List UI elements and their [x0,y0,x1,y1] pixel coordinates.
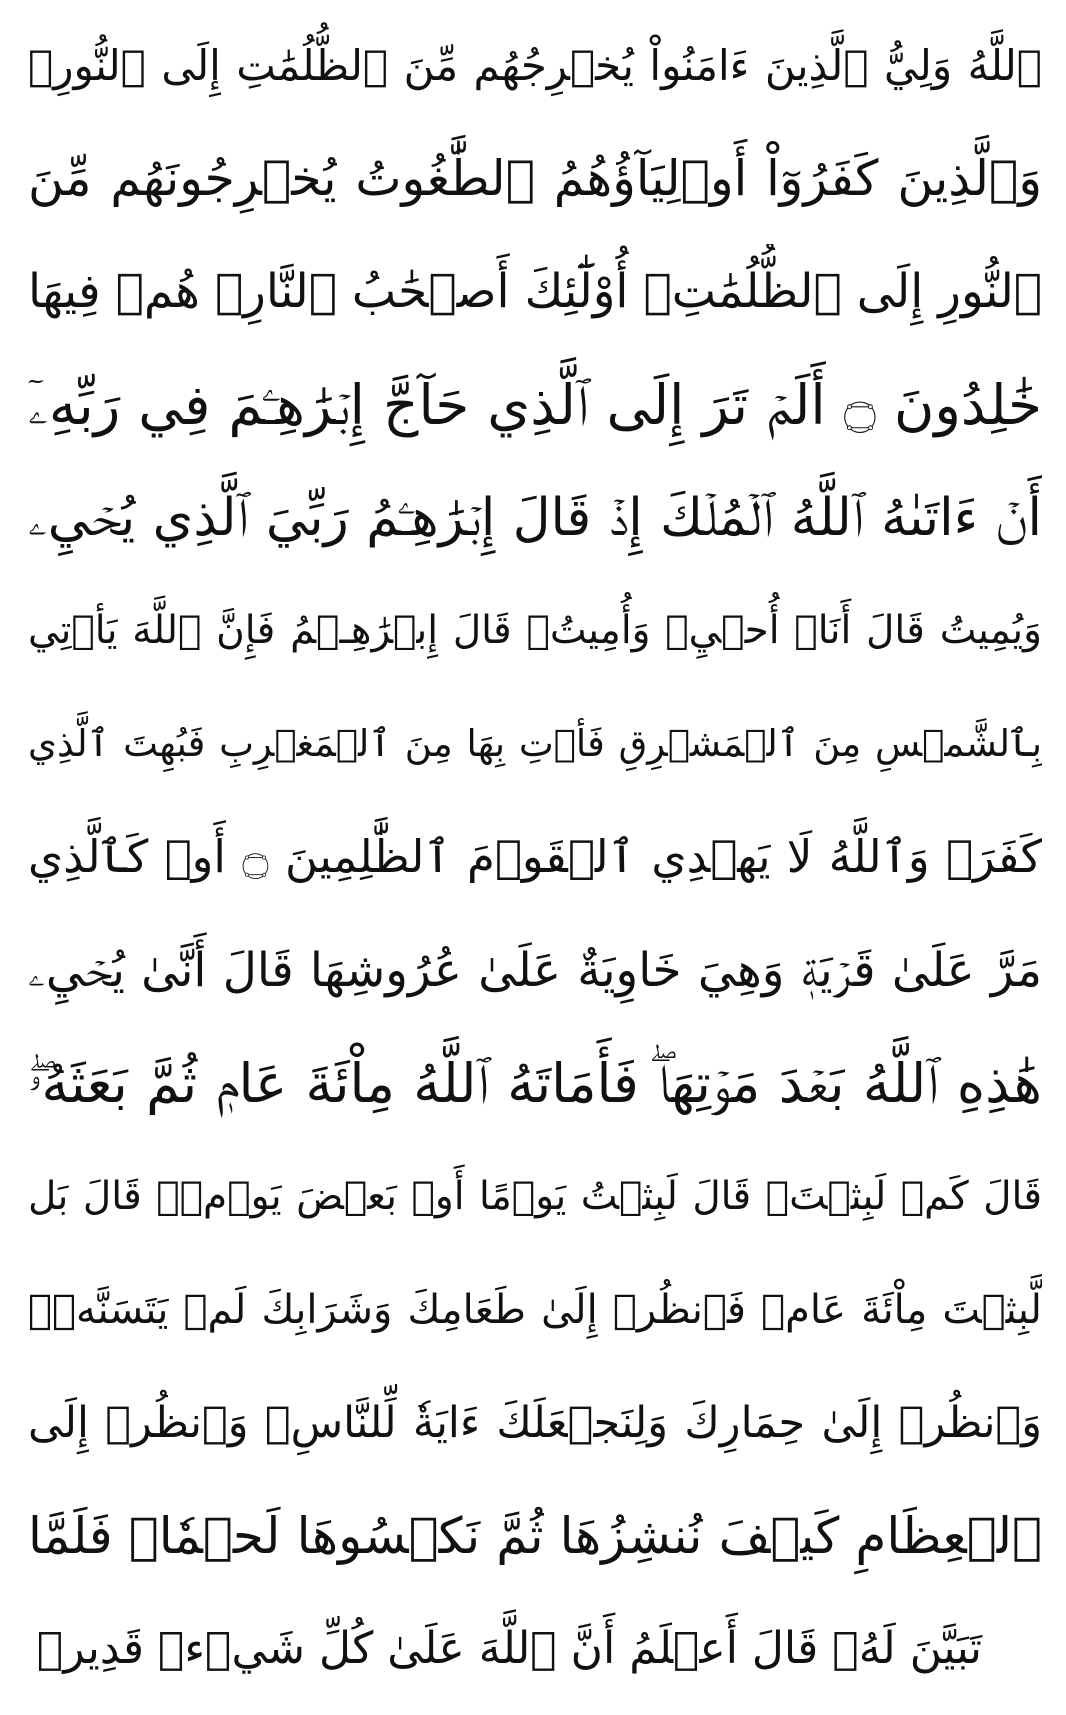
text-line-1: ٱللَّهُ وَلِيُّ ٱلَّذِينَ ءَامَنُواْ يُخۡرِجُهُم مِّنَ ٱلظُّلُمَٰتِ إِلَى ٱلنُّورِۖ [28,41,1042,90]
text-line-6: وَيُمِيتُ قَالَ أَنَا۠ أُحۡيِۦ وَأُمِيتُۖ قَالَ إِبۡرَٰهِـۧمُ فَإِنَّ ٱللَّهَ يَأۡتِي [28,608,1042,654]
text-line-11: قَالَ كَمۡ لَبِثۡتَۖ قَالَ لَبِثۡتُ يَوۡمًا أَوۡ بَعۡضَ يَوۡمٖۖ قَالَ بَل [28,1173,1042,1219]
text-line-3: ٱلنُّورِ إِلَى ٱلظُّلُمَٰتِۗ أُوْلَٰٓئِكَ أَصۡحَٰبُ ٱلنَّارِۖ هُمۡ فِيهَا [28,264,1042,320]
text-line-15: تَبَيَّنَ لَهُۥ قَالَ أَعۡلَمُ أَنَّ ٱللَّهَ عَلَىٰ كُلِّ شَيۡءٖ قَدِيرٞ [36,1622,982,1674]
text-line-13: وَٱنظُرۡ إِلَىٰ حِمَارِكَ وَلِنَجۡعَلَكَ ءَايَةٗ لِّلنَّاسِۖ وَٱنظُرۡ إِلَى [28,1397,1042,1448]
text-line-7: بِٱلشَّمۡسِ مِنَ ٱلۡمَشۡرِقِ فَأۡتِ بِهَا مِنَ ٱلۡمَغۡرِبِ فَبُهِتَ ٱلَّذِي [28,722,1042,766]
text-line-9: مَرَّ عَلَىٰ قَرۡيَةٖ وَهِيَ خَاوِيَةٌ عَلَىٰ عُرُوشِهَا قَالَ أَنَّىٰ يُحۡيِۦ [28,942,1042,998]
text-line-2: وَٱلَّذِينَ كَفَرُوٓاْ أَوۡلِيَآؤُهُمُ ٱلطَّٰغُوتُ يُخۡرِجُونَهُم مِّنَ [28,150,1042,208]
text-line-12: لَّبِثۡتَ مِاْئَةَ عَامٖ فَٱنظُرۡ إِلَىٰ طَعَامِكَ وَشَرَابِكَ لَمۡ يَتَسَنَّهۡۖ [28,1286,1042,1333]
text-line-8: كَفَرَۗ وَٱللَّهُ لَا يَهۡدِي ٱلۡقَوۡمَ ٱلظَّٰلِمِينَ ۝ أَوۡ كَٱلَّذِي [28,830,1042,884]
text-line-4: خَٰلِدُونَ ۝ أَلَمۡ تَرَ إِلَى ٱلَّذِي حَآجَّ إِبۡرَٰهِـۧمَ فِي رَبِّهِۦٓ [28,373,1042,438]
text-line-5: أَنۡ ءَاتَىٰهُ ٱللَّهُ ٱلۡمُلۡكَ إِذۡ قَالَ إِبۡرَٰهِـۧمُ رَبِّيَ ٱلَّذِي يُحۡيِۦ [28,488,1042,549]
page-text [28,18,1042,1697]
text-line-10: هَٰذِهِ ٱللَّهُ بَعۡدَ مَوۡتِهَاۖ فَأَمَاتَهُ ٱللَّهُ مِاْئَةَ عَامٖ ثُمَّ بَعَثَهُۥۖ [28,1051,1042,1115]
text-line-14: ٱلۡعِظَامِ كَيۡفَ نُنشِزُهَا ثُمَّ نَكۡسُوهَا لَحۡمٗاۚ فَلَمَّا [28,1506,1042,1565]
